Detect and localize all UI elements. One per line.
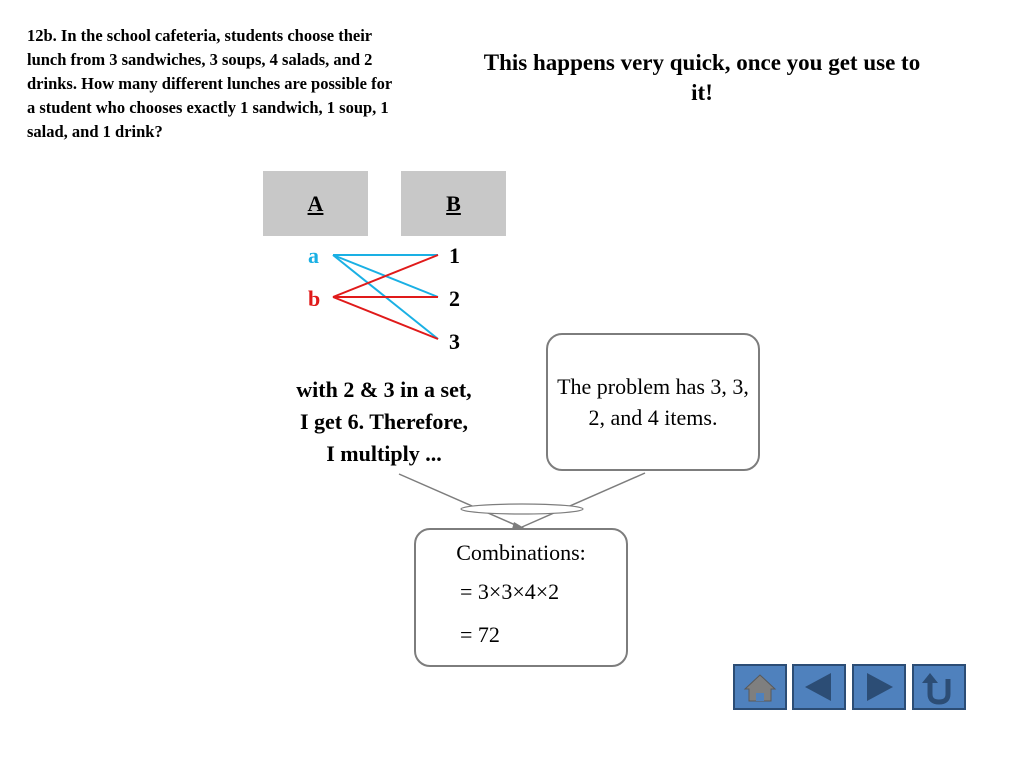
combinations-box: [414, 528, 628, 667]
back-button[interactable]: [792, 664, 846, 710]
headline: This happens very quick, once you get use to it!: [483, 50, 921, 105]
insight-line-3: I multiply ...: [326, 441, 442, 466]
set-b-item-2: 2: [449, 286, 460, 311]
set-a-header: A: [263, 171, 368, 236]
callout-text: The problem has 3, 3, 2, and 4 items.: [557, 374, 749, 430]
insight-line-1: with 2 & 3 in a set,: [296, 377, 472, 402]
set-b-header: B: [401, 171, 506, 236]
line-b-3: [333, 297, 438, 339]
items-callout: [546, 333, 760, 471]
combinations-result: = 72: [460, 622, 500, 647]
home-icon: [735, 666, 785, 708]
insight-line-2: I get 6. Therefore,: [299, 409, 469, 434]
return-icon: [914, 666, 964, 708]
set-a-item-a: a: [308, 243, 319, 268]
combinations-expression: = 3×3×4×2: [460, 579, 560, 604]
connector-right: [522, 473, 645, 527]
problem-statement: 12b. In the school cafeteria, students choose their lunch from 3 sandwiches, 3 soups, 4 salads, and 2 drinks. How many different lunches are possible for a student who chooses exactly 1 sandwich, 1 soup, 1 salad, and 1 drink?: [27, 26, 392, 141]
return-button[interactable]: [912, 664, 966, 710]
forward-arrow-icon: [854, 666, 904, 708]
connector-left: [399, 474, 520, 527]
insight-text: [262, 374, 506, 470]
connector-ellipse: [461, 504, 583, 514]
back-arrow-icon: [794, 666, 844, 708]
forward-button[interactable]: [852, 664, 906, 710]
set-a-item-b: b: [308, 286, 321, 311]
set-b-item-1: 1: [449, 243, 460, 268]
combinations-title: Combinations:: [456, 540, 586, 565]
set-b-item-3: 3: [449, 329, 460, 354]
home-button[interactable]: [733, 664, 787, 710]
